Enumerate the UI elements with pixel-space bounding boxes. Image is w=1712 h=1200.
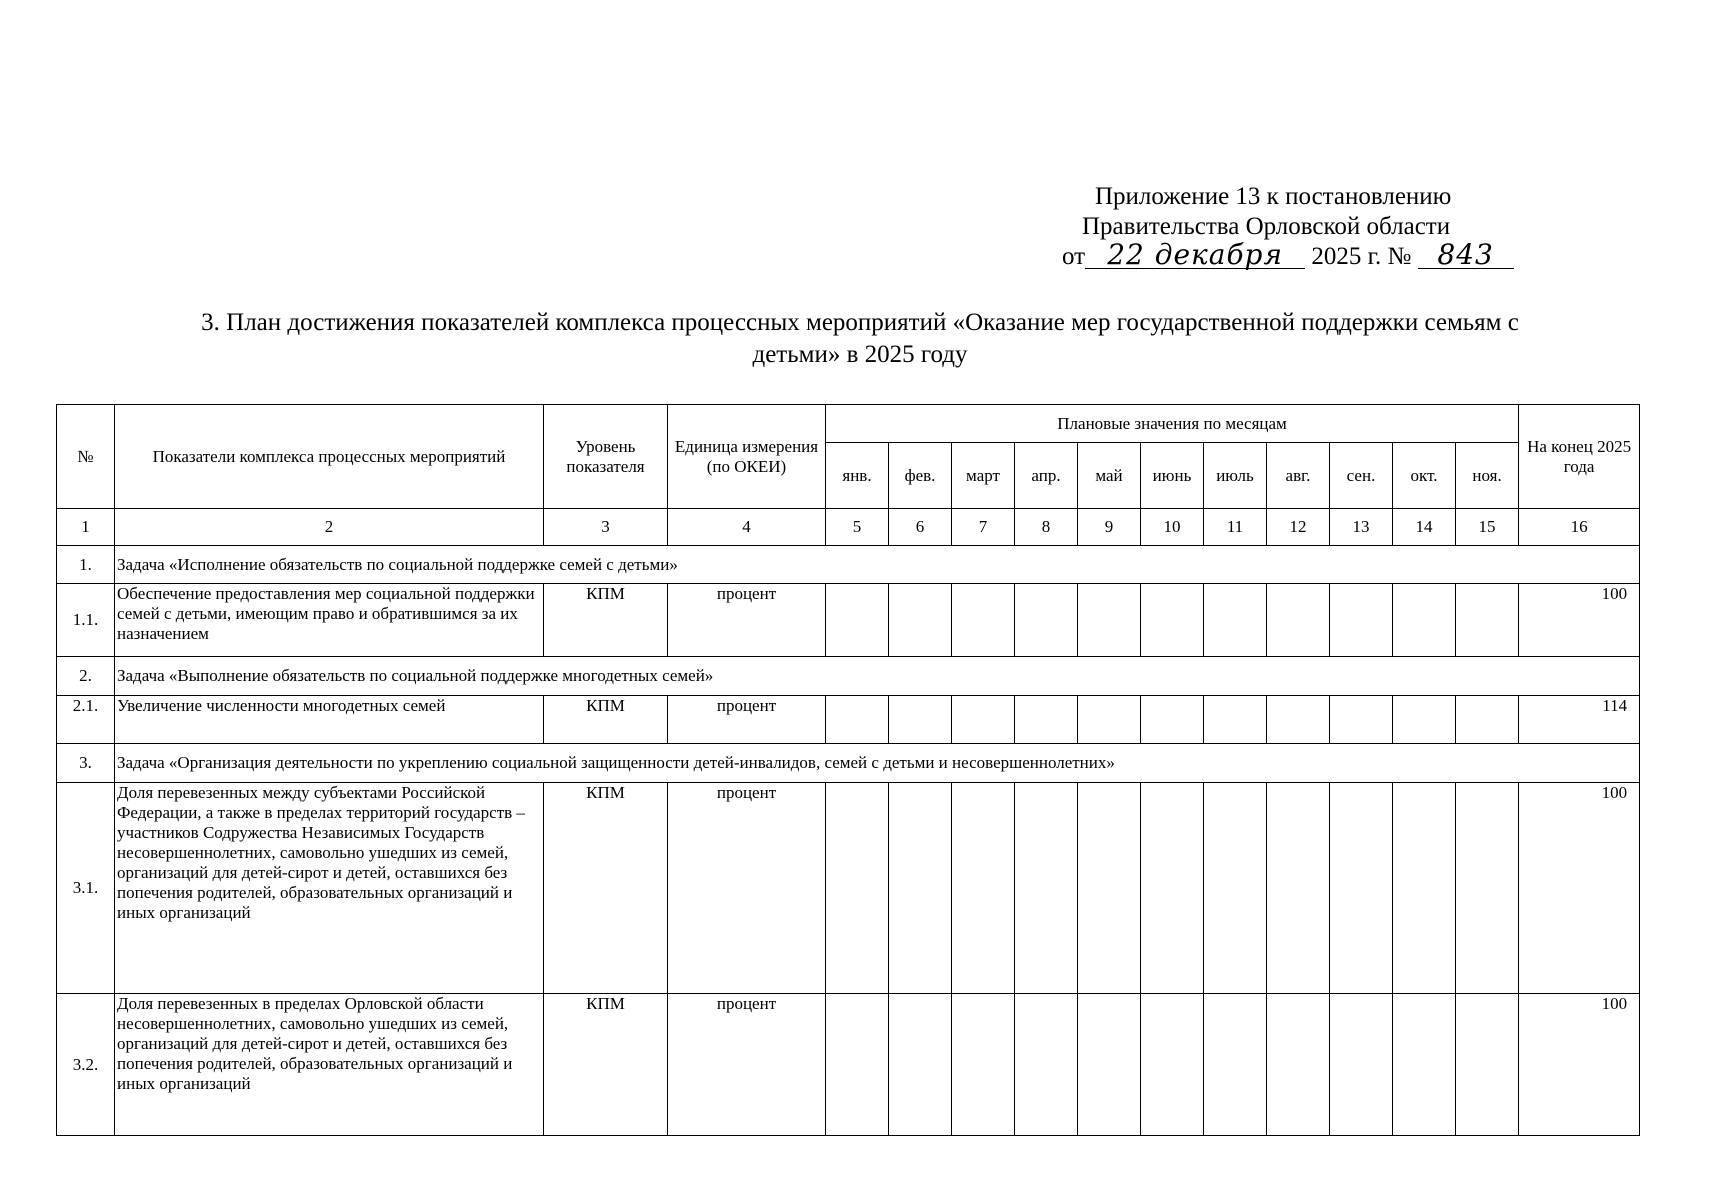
column-number: 15 bbox=[1456, 509, 1519, 546]
header-month: окт. bbox=[1393, 443, 1456, 509]
column-number: 10 bbox=[1141, 509, 1204, 546]
indicator-total: 100 bbox=[1519, 783, 1640, 994]
header-no: № bbox=[57, 405, 115, 509]
header-indicator: Показатели комплекса процессных мероприятий bbox=[115, 405, 544, 509]
month-value-cell bbox=[1456, 994, 1519, 1136]
indicators-plan-table bbox=[56, 404, 1640, 1136]
header-month: июль bbox=[1204, 443, 1267, 509]
month-value-cell bbox=[1078, 584, 1141, 657]
month-value-cell bbox=[1330, 994, 1393, 1136]
indicator-level: КПМ bbox=[544, 696, 668, 744]
month-value-cell bbox=[1456, 783, 1519, 994]
handwritten-date: 22 декабря bbox=[1085, 242, 1305, 269]
header-month: июнь bbox=[1141, 443, 1204, 509]
header-month: сен. bbox=[1330, 443, 1393, 509]
month-value-cell bbox=[1267, 994, 1330, 1136]
month-value-cell bbox=[1330, 783, 1393, 994]
column-number: 5 bbox=[826, 509, 889, 546]
month-value-cell bbox=[889, 584, 952, 657]
header-month: авг. bbox=[1267, 443, 1330, 509]
month-value-cell bbox=[1393, 584, 1456, 657]
title-line-1: 3. План достижения показателей комплекса процессных мероприятий «Оказание мер государственной поддержки семьям с bbox=[201, 309, 1519, 336]
month-value-cell bbox=[826, 994, 889, 1136]
month-value-cell bbox=[889, 994, 952, 1136]
date-prefix: от bbox=[1062, 243, 1086, 270]
header-month: фев. bbox=[889, 443, 952, 509]
month-value-cell bbox=[1078, 696, 1141, 744]
title-line-2: детьми» в 2025 году bbox=[752, 341, 968, 368]
header-unit: Единица измерения (по ОКЕИ) bbox=[668, 405, 826, 509]
indicator-number: 1.1. bbox=[57, 584, 115, 657]
appendix-line-2: Правительства Орловской области bbox=[1082, 213, 1451, 240]
column-number: 2 bbox=[115, 509, 544, 546]
column-number: 16 bbox=[1519, 509, 1640, 546]
indicator-text: Доля перевезенных между субъектами Российской Федерации, а также в пределах территорий государств – участников Содружества Независимых Государств несовершеннолетних, самовольно ушедших из семей, организаций для детей-сирот и детей, оставшихся без попечения родителей, образовательных организаций и иных организаций bbox=[115, 783, 544, 994]
month-value-cell bbox=[1204, 584, 1267, 657]
indicator-total: 100 bbox=[1519, 584, 1640, 657]
indicator-level: КПМ bbox=[544, 994, 668, 1136]
indicator-text: Обеспечение предоставления мер социальной поддержки семей с детьми, имеющим право и обратившимся за их назначением bbox=[115, 584, 544, 657]
task-text: Задача «Организация деятельности по укреплению социальной защищенности детей-инвалидов, семей с детьми и несовершеннолетних» bbox=[115, 744, 1640, 783]
month-value-cell bbox=[1078, 994, 1141, 1136]
month-value-cell bbox=[826, 696, 889, 744]
month-value-cell bbox=[1393, 696, 1456, 744]
indicator-total: 114 bbox=[1519, 696, 1640, 744]
indicator-text: Доля перевезенных в пределах Орловской области несовершеннолетних, самовольно ушедших из семей, организаций для детей-сирот и детей, оставшихся без попечения родителей, образовательных организаций и иных организаций bbox=[115, 994, 544, 1136]
month-value-cell bbox=[1204, 783, 1267, 994]
column-number: 3 bbox=[544, 509, 668, 546]
indicator-row bbox=[57, 783, 1640, 994]
task-row bbox=[57, 546, 1640, 584]
column-number: 4 bbox=[668, 509, 826, 546]
year-number-label: 2025 г. № bbox=[1311, 243, 1412, 270]
indicator-level: КПМ bbox=[544, 783, 668, 994]
month-value-cell bbox=[826, 783, 889, 994]
column-number-row bbox=[57, 509, 1640, 546]
indicator-text: Увеличение численности многодетных семей bbox=[115, 696, 544, 744]
indicator-number: 3.1. bbox=[57, 783, 115, 994]
month-value-cell bbox=[1456, 584, 1519, 657]
header-month: май bbox=[1078, 443, 1141, 509]
task-row bbox=[57, 744, 1640, 783]
appendix-header bbox=[1020, 182, 1540, 272]
indicator-level: КПМ bbox=[544, 584, 668, 657]
indicator-unit: процент bbox=[668, 783, 826, 994]
month-value-cell bbox=[1393, 994, 1456, 1136]
task-number: 3. bbox=[57, 744, 115, 783]
month-value-cell bbox=[1204, 696, 1267, 744]
month-value-cell bbox=[1267, 696, 1330, 744]
header-month: янв. bbox=[826, 443, 889, 509]
column-number: 12 bbox=[1267, 509, 1330, 546]
month-value-cell bbox=[1456, 696, 1519, 744]
column-number: 11 bbox=[1204, 509, 1267, 546]
task-number: 2. bbox=[57, 657, 115, 696]
task-number: 1. bbox=[57, 546, 115, 584]
column-number: 6 bbox=[889, 509, 952, 546]
indicator-number: 3.2. bbox=[57, 994, 115, 1136]
month-value-cell bbox=[1141, 994, 1204, 1136]
column-number: 14 bbox=[1393, 509, 1456, 546]
header-month: март bbox=[952, 443, 1015, 509]
month-value-cell bbox=[952, 696, 1015, 744]
appendix-line-1: Приложение 13 к постановлению bbox=[1095, 183, 1452, 210]
month-value-cell bbox=[1015, 696, 1078, 744]
header-planned-values: Плановые значения по месяцам bbox=[826, 405, 1519, 443]
indicator-row bbox=[57, 584, 1640, 657]
month-value-cell bbox=[1204, 994, 1267, 1136]
month-value-cell bbox=[826, 584, 889, 657]
month-value-cell bbox=[889, 783, 952, 994]
indicator-row bbox=[57, 696, 1640, 744]
month-value-cell bbox=[1015, 783, 1078, 994]
header-level: Уровень показателя bbox=[544, 405, 668, 509]
month-value-cell bbox=[952, 994, 1015, 1136]
month-value-cell bbox=[952, 584, 1015, 657]
column-number: 8 bbox=[1015, 509, 1078, 546]
column-number: 7 bbox=[952, 509, 1015, 546]
task-text: Задача «Выполнение обязательств по социальной поддержке многодетных семей» bbox=[115, 657, 1640, 696]
indicator-unit: процент bbox=[668, 696, 826, 744]
month-value-cell bbox=[1393, 783, 1456, 994]
month-value-cell bbox=[1330, 696, 1393, 744]
month-value-cell bbox=[952, 783, 1015, 994]
column-number: 1 bbox=[57, 509, 115, 546]
indicator-unit: процент bbox=[668, 584, 826, 657]
appendix-line-3 bbox=[1020, 238, 1540, 272]
indicator-row bbox=[57, 994, 1640, 1136]
handwritten-number: 843 bbox=[1418, 242, 1514, 269]
month-value-cell bbox=[1015, 994, 1078, 1136]
month-value-cell bbox=[1015, 584, 1078, 657]
task-text: Задача «Исполнение обязательств по социальной поддержке семей с детьми» bbox=[115, 546, 1640, 584]
task-row bbox=[57, 657, 1640, 696]
column-number: 13 bbox=[1330, 509, 1393, 546]
month-value-cell bbox=[1267, 783, 1330, 994]
month-value-cell bbox=[1141, 783, 1204, 994]
month-value-cell bbox=[1141, 584, 1204, 657]
indicator-number: 2.1. bbox=[57, 696, 115, 744]
header-month: ноя. bbox=[1456, 443, 1519, 509]
header-end-of-year: На конец 2025 года bbox=[1519, 405, 1640, 509]
month-value-cell bbox=[889, 696, 952, 744]
indicator-unit: процент bbox=[668, 994, 826, 1136]
month-value-cell bbox=[1078, 783, 1141, 994]
header-month: апр. bbox=[1015, 443, 1078, 509]
document-title bbox=[80, 307, 1640, 371]
indicator-total: 100 bbox=[1519, 994, 1640, 1136]
header-row-1 bbox=[57, 405, 1640, 443]
month-value-cell bbox=[1141, 696, 1204, 744]
month-value-cell bbox=[1330, 584, 1393, 657]
month-value-cell bbox=[1267, 584, 1330, 657]
column-number: 9 bbox=[1078, 509, 1141, 546]
